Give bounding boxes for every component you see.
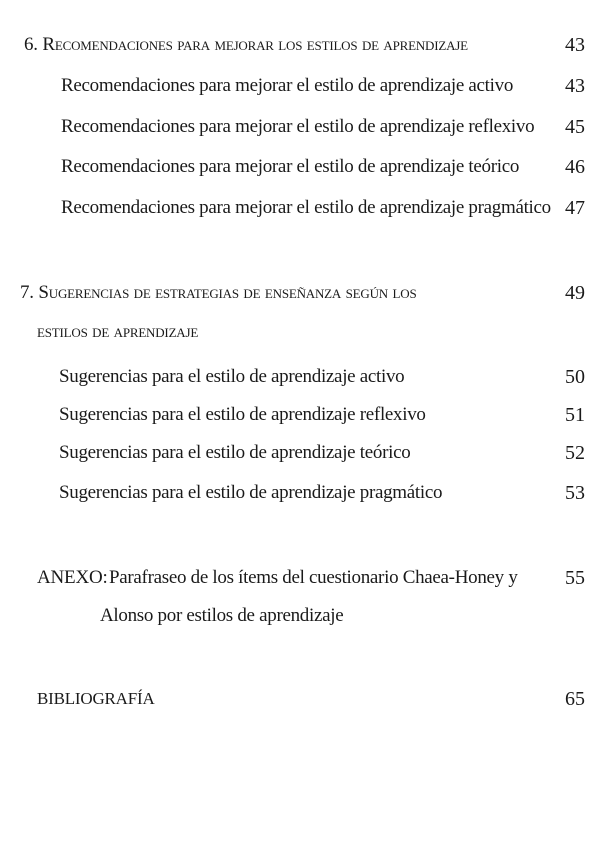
toc-bibliography-page: 65 <box>565 688 585 710</box>
toc-section-7-page: 49 <box>565 282 585 304</box>
toc-section-7-heading-cont: estilos de aprendizaje <box>37 321 199 342</box>
toc-bibliography: BIBLIOGRAFÍA <box>37 689 155 708</box>
toc-item-s6-pragmatico: Recomendaciones para mejorar el estilo de aprendizaje pragmático <box>61 197 551 218</box>
toc-item-s6-reflexivo-page: 45 <box>565 116 585 138</box>
toc-annex-page: 55 <box>565 567 585 589</box>
toc-item-s7-pragmatico: Sugerencias para el estilo de aprendizaje pragmático <box>59 482 443 503</box>
toc-item-s7-teorico-page: 52 <box>565 442 585 464</box>
toc-item-s7-activo: Sugerencias para el estilo de aprendizaje activo <box>59 366 405 387</box>
toc-annex-label: ANEXO: <box>37 567 108 588</box>
toc-item-s7-teorico: Sugerencias para el estilo de aprendizaje teórico <box>59 442 411 463</box>
toc-item-s6-reflexivo: Recomendaciones para mejorar el estilo de aprendizaje reflexivo <box>61 116 535 137</box>
toc-annex-title-cont: Alonso por estilos de aprendizaje <box>100 605 344 626</box>
toc-item-s6-teorico: Recomendaciones para mejorar el estilo de aprendizaje teórico <box>61 156 520 177</box>
toc-section-7-heading: 7. Sugerencias de estrategias de enseñanza según los <box>20 282 417 303</box>
toc-item-s7-reflexivo-page: 51 <box>565 404 585 426</box>
toc-item-s7-reflexivo: Sugerencias para el estilo de aprendizaje reflexivo <box>59 404 426 425</box>
toc-section-6-page: 43 <box>565 34 585 56</box>
toc-item-s7-activo-page: 50 <box>565 366 585 388</box>
toc-section-6-heading: 6. Recomendaciones para mejorar los estilos de aprendizaje <box>24 34 468 55</box>
toc-item-s6-activo: Recomendaciones para mejorar el estilo de aprendizaje activo <box>61 75 514 96</box>
toc-item-s7-pragmatico-page: 53 <box>565 482 585 504</box>
toc-item-s6-pragmatico-page: 47 <box>565 197 585 219</box>
toc-item-s6-teorico-page: 46 <box>565 156 585 178</box>
toc-item-s6-activo-page: 43 <box>565 75 585 97</box>
toc-annex-title: Parafraseo de los ítems del cuestionario Chaea-Honey y <box>109 567 518 588</box>
